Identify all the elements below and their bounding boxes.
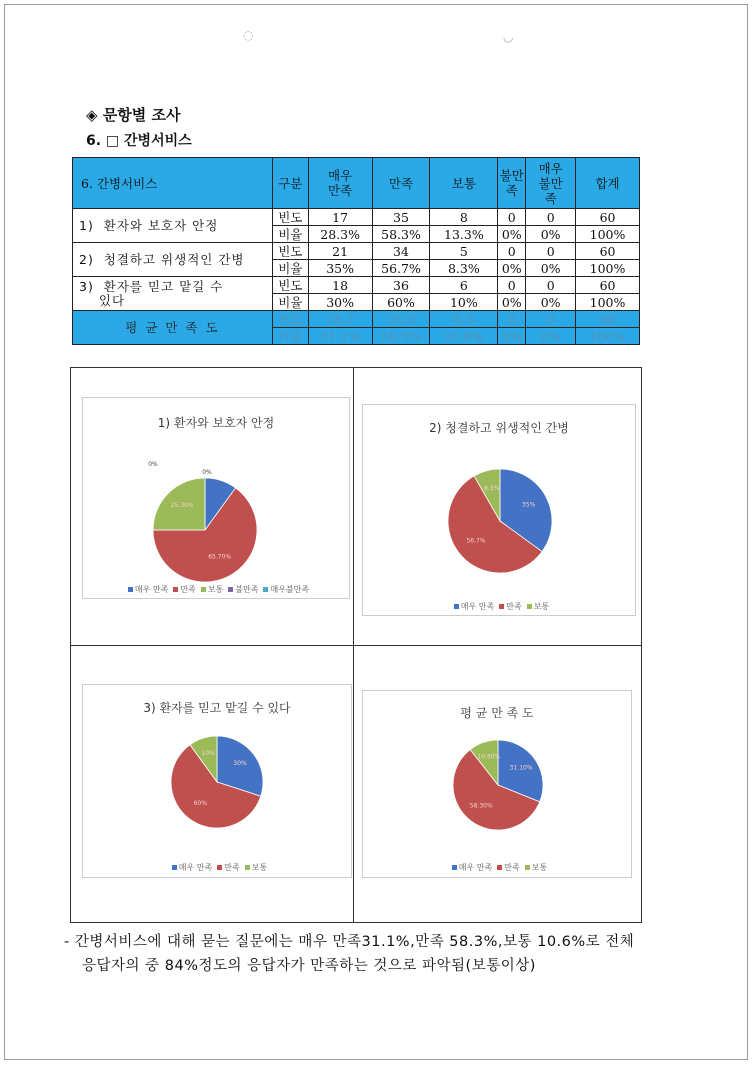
chart-title: 2) 청결하고 위생적인 간병	[429, 421, 569, 435]
table-cell: 0	[498, 277, 526, 294]
freq-label: 빈도	[272, 209, 308, 226]
table-cell: 8	[430, 209, 498, 226]
chart-legend	[83, 584, 349, 595]
summary-line-1: - 간병서비스에 대해 묻는 질문에는 매우 만족31.1%,만족 58.3%,보통 10.6%로 전체	[64, 934, 635, 950]
legend-entry: 만족	[180, 585, 196, 594]
data-label: 0%	[148, 461, 158, 468]
table-row	[73, 277, 640, 294]
legend-entry: 매우 만족	[458, 863, 493, 872]
legend-swatch	[172, 865, 177, 870]
summary-line-2: 응답자의 중 84%정도의 응답자가 만족하는 것으로 파악됨(보통이상)	[82, 958, 536, 974]
legend-swatch	[527, 604, 532, 609]
table-cell: 35%	[308, 260, 372, 277]
table-cell: 0	[498, 209, 526, 226]
table-cell: 18	[308, 277, 372, 294]
data-label: 58.30%	[469, 802, 493, 810]
table-cell: 56.7%	[372, 260, 430, 277]
scan-mark: ◌	[243, 28, 254, 42]
table-cell: 0%	[526, 294, 576, 311]
table-cell: 0%	[498, 260, 526, 277]
legend-swatch	[201, 587, 206, 592]
item-label: 1) 환자와 보호자 안정	[73, 209, 273, 243]
legend-entry: 매우 만족	[134, 585, 169, 594]
pie-chart-1	[82, 397, 350, 599]
scan-mark: ◡	[503, 30, 514, 44]
table-cell: 60	[576, 209, 640, 226]
table-cell: 5	[430, 243, 498, 260]
data-label: 0%	[202, 469, 212, 476]
table-cell: 0%	[498, 226, 526, 243]
summary-text	[64, 930, 684, 978]
table-cell: 18.7	[308, 311, 372, 328]
data-label: 35%	[522, 501, 536, 509]
table-cell: 0%	[498, 294, 526, 311]
subheading: 6. □ 간병서비스	[86, 133, 192, 149]
table-cell: 35	[372, 209, 430, 226]
legend-entry: 매우 만족	[178, 863, 213, 872]
pie-svg	[83, 398, 349, 598]
pie-svg	[363, 691, 631, 877]
ratio-label: 비율	[272, 294, 308, 311]
pie-chart-2	[362, 404, 636, 616]
data-label: 30%	[233, 760, 247, 768]
legend-swatch	[173, 587, 178, 592]
chart-legend	[83, 862, 351, 873]
table-cell: 30%	[308, 294, 372, 311]
table-cell: 36	[372, 277, 430, 294]
legend-swatch	[497, 865, 502, 870]
header-cell: 매우 불만 족	[526, 158, 576, 209]
legend-entry: 매우불만족	[270, 585, 310, 594]
table-cell: 0	[526, 277, 576, 294]
item-label: 3) 환자를 믿고 맡길 수 있다	[73, 277, 273, 311]
data-label: 10%	[201, 749, 215, 757]
data-label: 60%	[193, 800, 207, 808]
table-row	[73, 311, 640, 328]
pie-svg	[83, 685, 351, 877]
legend-entry: 불만족	[235, 585, 259, 594]
legend-swatch	[452, 865, 457, 870]
pie-chart-4	[362, 690, 632, 878]
table-cell: 58.3%	[372, 226, 430, 243]
table-cell: 6.3	[430, 311, 498, 328]
legend-entry: 매우 만족	[460, 602, 495, 611]
chart-legend	[363, 601, 635, 612]
legend-entry: 보통	[251, 863, 268, 872]
legend-entry: 만족	[224, 863, 240, 872]
legend-swatch	[217, 865, 222, 870]
table-cell: 13.3%	[430, 226, 498, 243]
legend-entry: 보통	[533, 602, 550, 611]
table-cell: 100%	[576, 226, 640, 243]
legend-entry: 보통	[531, 863, 548, 872]
data-label: 56.7%	[466, 537, 486, 545]
table-cell: 34	[372, 243, 430, 260]
legend-entry: 만족	[506, 602, 522, 611]
table-cell: 100%	[576, 294, 640, 311]
ratio-label: 비율	[272, 328, 308, 345]
table-cell: 0	[498, 243, 526, 260]
table-row	[73, 243, 640, 260]
table-cell: 0	[498, 311, 526, 328]
legend-swatch	[263, 587, 268, 592]
table-row	[73, 209, 640, 226]
table-cell: 100%	[576, 260, 640, 277]
header-cell: 구분	[272, 158, 308, 209]
legend-entry: 보통	[207, 585, 224, 594]
table-cell: 21	[308, 243, 372, 260]
ratio-label: 비율	[272, 260, 308, 277]
table-header-row	[73, 158, 640, 209]
table-cell: 60	[576, 243, 640, 260]
legend-swatch	[245, 865, 250, 870]
table-cell: 58.3%	[372, 328, 430, 345]
chart-legend	[363, 862, 631, 873]
item-label: 2) 청결하고 위생적인 간병	[73, 243, 273, 277]
data-label: 10.60%	[477, 753, 501, 761]
table-cell: 31.1%	[308, 328, 372, 345]
legend-swatch	[228, 587, 233, 592]
legend-swatch	[525, 865, 530, 870]
legend-swatch	[128, 587, 133, 592]
average-label: 평 균 만 족 도	[73, 311, 273, 345]
data-label: 8.3%	[484, 484, 500, 492]
table-cell: 0%	[526, 328, 576, 345]
header-cell: 매우 만족	[308, 158, 372, 209]
survey-table	[72, 157, 640, 345]
table-cell: 60%	[372, 294, 430, 311]
table-cell: 0%	[526, 226, 576, 243]
table-cell: 0%	[498, 328, 526, 345]
legend-swatch	[499, 604, 504, 609]
table-cell: 0	[526, 209, 576, 226]
table-title: 6. 간병서비스	[73, 158, 273, 209]
header-cell: 합계	[576, 158, 640, 209]
table-cell: 60	[576, 311, 640, 328]
table-cell: 0%	[526, 260, 576, 277]
freq-label: 빈도	[272, 243, 308, 260]
chart-title: 1) 환자와 보호자 안정	[157, 416, 275, 430]
data-label: 65.70%	[208, 553, 232, 561]
table-cell: 6	[430, 277, 498, 294]
grid-divider	[71, 645, 641, 646]
table-cell: 100%	[576, 328, 640, 345]
freq-label: 빈도	[272, 311, 308, 328]
data-label: 25.30%	[170, 502, 194, 510]
table-cell: 17	[308, 209, 372, 226]
header-cell: 보통	[430, 158, 498, 209]
ratio-label: 비율	[272, 226, 308, 243]
chart-title: 평 균 만 족 도	[460, 706, 534, 720]
header-cell: 불만 족	[498, 158, 526, 209]
section-heading: ◈ 문항별 조사	[86, 106, 181, 124]
chart-title: 3) 환자를 믿고 맡길 수 있다	[143, 701, 291, 715]
legend-swatch	[454, 604, 459, 609]
table-cell: 8.3%	[430, 260, 498, 277]
table-cell: 0	[526, 311, 576, 328]
header-cell: 만족	[372, 158, 430, 209]
table-cell: 28.3%	[308, 226, 372, 243]
table-cell: 0	[526, 243, 576, 260]
data-label: 31.10%	[509, 764, 533, 772]
table-cell: 10.6%	[430, 328, 498, 345]
table-cell: 10%	[430, 294, 498, 311]
table-cell: 60	[576, 277, 640, 294]
pie-svg	[363, 405, 635, 615]
table-cell: 35.0	[372, 311, 430, 328]
legend-entry: 만족	[504, 863, 520, 872]
pie-chart-3	[82, 684, 352, 878]
freq-label: 빈도	[272, 277, 308, 294]
